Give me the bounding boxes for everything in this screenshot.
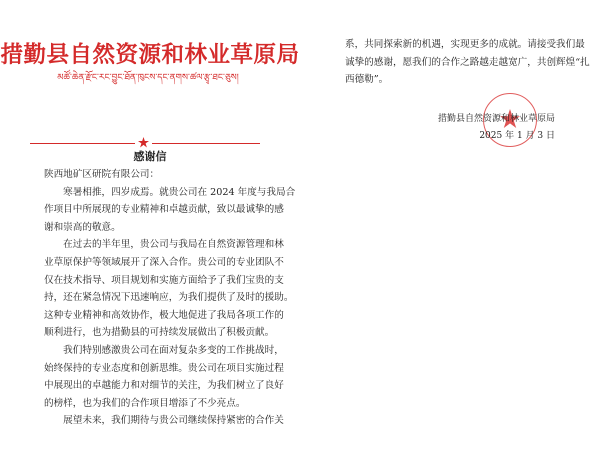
letter-line: 的榜样，也为我们的合作项目增添了不少亮点。 [44,397,246,409]
letterhead-divider-left [30,143,135,144]
letterhead-org-name: 措勤县自然资源和林业草原局 [0,42,300,68]
letterhead-divider-right [152,143,260,144]
letter-line: 这种专业精神和高效协作，极大地促进了我局各项工作的 [44,309,284,321]
letter-line: 谢和崇高的敬意。 [44,221,121,233]
letter-title: 感谢信 [133,150,167,163]
letter-line: 顺利进行，也为措勤县的可持续发展做出了积极贡献。 [44,327,275,339]
letter-line: 我们特别感激贵公司在面对复杂多变的工作挑战时， [44,344,284,356]
letter-line: 寒暑相推，四岁成焉。就贵公司在 2024 年度与我局合 [44,186,296,198]
letter-line: 在过去的半年里，贵公司与我局在自然资源管理和林 [44,239,284,251]
letter-line: 业草原保护等领域展开了深入合作。贵公司的专业团队不 [44,256,284,268]
letter-line: 中展现出的卓越能力和对细节的关注，为我们树立了良好 [44,380,284,392]
letterhead-org-name-tibetan: མཚོ་ཆེན་རྫོང་རང་བྱུང་ཐོན་ཁུངས་དང་ནགས་ཚལ་རྩྭ་ཐང་ཅུས། [57,73,239,83]
letter-line: 作项目中所展现的专业精神和卓越贡献，致以最诚挚的感 [44,204,284,216]
letter-line: 展望未来，我们期待与贵公司继续保持紧密的合作关 [44,415,284,427]
letter-line: 系，共同探索新的机遇，实现更多的成就。请接受我们最 [345,39,585,50]
letter-line: 诚挚的感谢，愿我们的合作之路越走越宽广，共创辉煌“扎 [345,56,590,68]
letter-signature: 措勤县自然资源和林业草原局 [437,114,555,124]
letter-body [44,166,296,430]
star-icon [138,137,149,148]
letter-line: 持，还在紧急情况下迅速响应，为我们提供了及时的援助。 [44,292,294,304]
letter-body-continued [345,36,590,89]
letter-line: 西德勒”。 [345,74,389,86]
letter-line: 始终保持的专业态度和创新思维。贵公司在项目实施过程 [44,362,284,374]
letter-line: 陕西地矿区研院有限公司： [44,169,160,180]
letter-date: 2025 年 1 月 3 日 [479,131,555,141]
letter-line: 仅在技术指导、项目规划和实施方面给予了我们宝贵的支 [44,274,284,286]
